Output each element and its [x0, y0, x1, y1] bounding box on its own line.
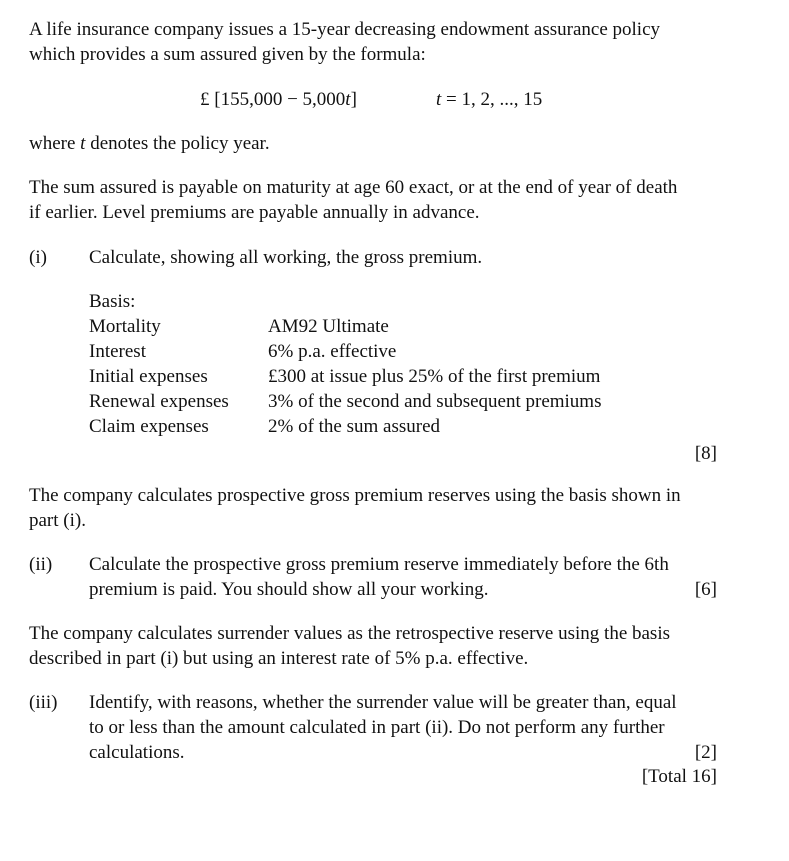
total-marks: [Total 16] [641, 766, 717, 787]
part-ii-marks: [6] [694, 579, 717, 600]
intro-paragraph [29, 17, 729, 67]
surrender-paragraph [29, 621, 729, 671]
reserves-line-1: The company calculates prospective gross premium reserves using the basis shown in [29, 485, 681, 506]
payable-line-1: The sum assured is payable on maturity at age 60 exact, or at the end of year of death [29, 177, 678, 198]
reserves-paragraph [29, 483, 729, 533]
part-iii-line-2: to or less than the amount calculated in part (ii). Do not perform any further [89, 717, 665, 738]
variable-definition [29, 131, 270, 156]
range-values: = 1, 2, ..., 15 [441, 89, 543, 110]
part-ii-label: (ii) [29, 554, 53, 575]
basis-value-interest: 6% p.a. effective [268, 341, 397, 362]
surrender-line-1: The company calculates surrender values as the retrospective reserve using the basis [29, 623, 670, 644]
part-i-label: (i) [29, 247, 47, 268]
basis-key-mortality: Mortality [89, 316, 161, 337]
basis-value-claim-expenses: 2% of the sum assured [268, 416, 441, 437]
formula-variable: t [345, 89, 351, 110]
part-i-text: Calculate, showing all working, the gross premium. [89, 247, 483, 268]
formula-suffix: ] [350, 89, 357, 110]
part-i-marks: [8] [694, 443, 717, 464]
payable-line-2: if earlier. Level premiums are payable annually in advance. [29, 202, 480, 223]
where-variable: t [80, 133, 86, 154]
intro-line-2: which provides a sum assured given by the formula: [29, 44, 426, 65]
part-ii-line-2: premium is paid. You should show all your working. [89, 579, 489, 600]
basis-key-claim-expenses: Claim expenses [89, 416, 209, 437]
where-prefix: where [29, 133, 81, 154]
basis-title: Basis: [89, 291, 136, 312]
basis-key-initial-expenses: Initial expenses [89, 366, 208, 387]
basis-key-renewal-expenses: Renewal expenses [89, 391, 229, 412]
range-variable: t [436, 89, 442, 110]
where-suffix: denotes the policy year. [85, 133, 270, 154]
basis-key-interest: Interest [89, 341, 146, 362]
part-ii-line-1: Calculate the prospective gross premium reserve immediately before the 6th [89, 554, 669, 575]
formula-range [436, 87, 542, 112]
reserves-line-2: part (i). [29, 510, 86, 531]
surrender-line-2: described in part (i) but using an interest rate of 5% p.a. effective. [29, 648, 529, 669]
formula-prefix: £ [155,000 − 5,000 [200, 89, 346, 110]
basis-value-mortality: AM92 Ultimate [268, 316, 389, 337]
basis-value-renewal-expenses: 3% of the second and subsequent premiums [268, 391, 602, 412]
sum-assured-formula [200, 87, 357, 112]
part-iii-label: (iii) [29, 692, 58, 713]
intro-line-1: A life insurance company issues a 15-year decreasing endowment assurance policy [29, 19, 660, 40]
basis-value-initial-expenses: £300 at issue plus 25% of the first premium [268, 366, 601, 387]
part-iii-marks: [2] [694, 742, 717, 763]
payable-paragraph [29, 175, 729, 225]
part-iii-line-3: calculations. [89, 742, 185, 763]
part-iii-line-1: Identify, with reasons, whether the surrender value will be greater than, equal [89, 692, 677, 713]
